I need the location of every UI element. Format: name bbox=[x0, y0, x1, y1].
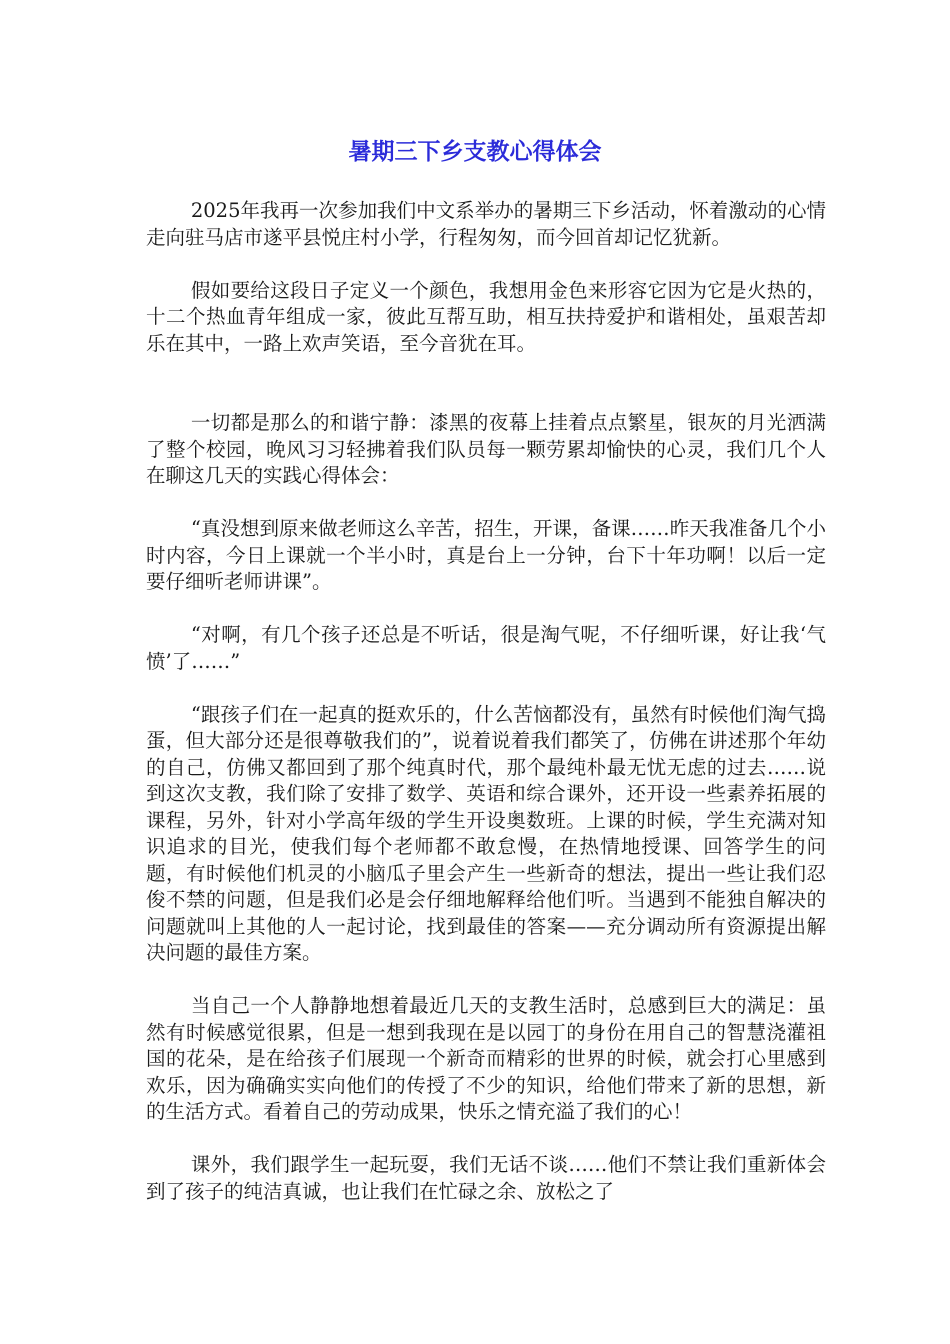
paragraph: 一切都是那么的和谐宁静：漆黑的夜幕上挂着点点繁星，银灰的月光洒满了整个校园，晚风习习轻拂着我们队员每一颗劳累却愉快的心灵，我们几个人在聊这几天的实践心得体会： bbox=[146, 411, 826, 487]
paragraph: “真没想到原来做老师这么辛苦，招生，开课，备课……昨天我准备几个小时内容，今日上课就一个半小时，真是台上一分钟，台下十年功啊！以后一定要仔细听老师讲课”。 bbox=[146, 517, 826, 593]
paragraph: 假如要给这段日子定义一个颜色，我想用金色来形容它因为它是火热的，十二个热血青年组成一家，彼此互帮互助，相互扶持爱护和谐相处，虽艰苦却乐在其中，一路上欢声笑语，至今音犹在耳。 bbox=[146, 278, 826, 355]
paragraph: “跟孩子们在一起真的挺欢乐的，什么苦恼都没有，虽然有时候他们淘气捣蛋，但大部分还是很尊敬我们的”，说着说着我们都笑了，仿佛在讲述那个年幼的自己，仿佛又都回到了那个纯真时代，那个最纯朴最无忧无虑的过去……说到这次支教，我们除了安排了数学、英语和综合课外，还开设一些素养拓展的课程，另外，针对小学高年级的学生开设奥数班。上课的时候，学生充满对知识追求的目光，使我们每个老师都不敢怠慢，在热情地授课、回答学生的问题，有时候他们机灵的小脑瓜子里会产生一些新奇的想法，提出一些让我们忍俊不禁的问题，但是我们必是会仔细地解释给他们听。当遇到不能独自解决的问题就叫上其他的人一起讨论，找到最佳的答案——充分调动所有资源提出解决问题的最佳方案。 bbox=[146, 702, 826, 964]
document-title: 暑期三下乡支教心得体会 bbox=[348, 139, 602, 165]
paragraph: 2025年我再一次参加我们中文系举办的暑期三下乡活动，怀着激动的心情走向驻马店市遂平县悦庄村小学，行程匆匆，而今回首却记忆犹新。 bbox=[146, 199, 826, 249]
paragraph: 当自己一个人静静地想着最近几天的支教生活时，总感到巨大的满足：虽然有时候感觉很累，但是一想到我现在是以园丁的身份在用自己的智慧浇灌祖国的花朵，是在给孩子们展现一个新奇而精彩的世界的时候，就会打心里感到欢乐，因为确确实实向他们的传授了不少的知识，给他们带来了新的思想，新的生活方式。看着自己的劳动成果，快乐之情充溢了我们的心！ bbox=[146, 994, 826, 1123]
paragraph: 课外，我们跟学生一起玩耍，我们无话不谈……他们不禁让我们重新体会到了孩子的纯洁真诚，也让我们在忙碌之余、放松之了 bbox=[146, 1153, 826, 1203]
paragraph: “对啊，有几个孩子还总是不听话，很是淘气呢，不仔细听课，好让我‘气愤’了……” bbox=[146, 623, 826, 673]
document-body bbox=[146, 198, 826, 1232]
